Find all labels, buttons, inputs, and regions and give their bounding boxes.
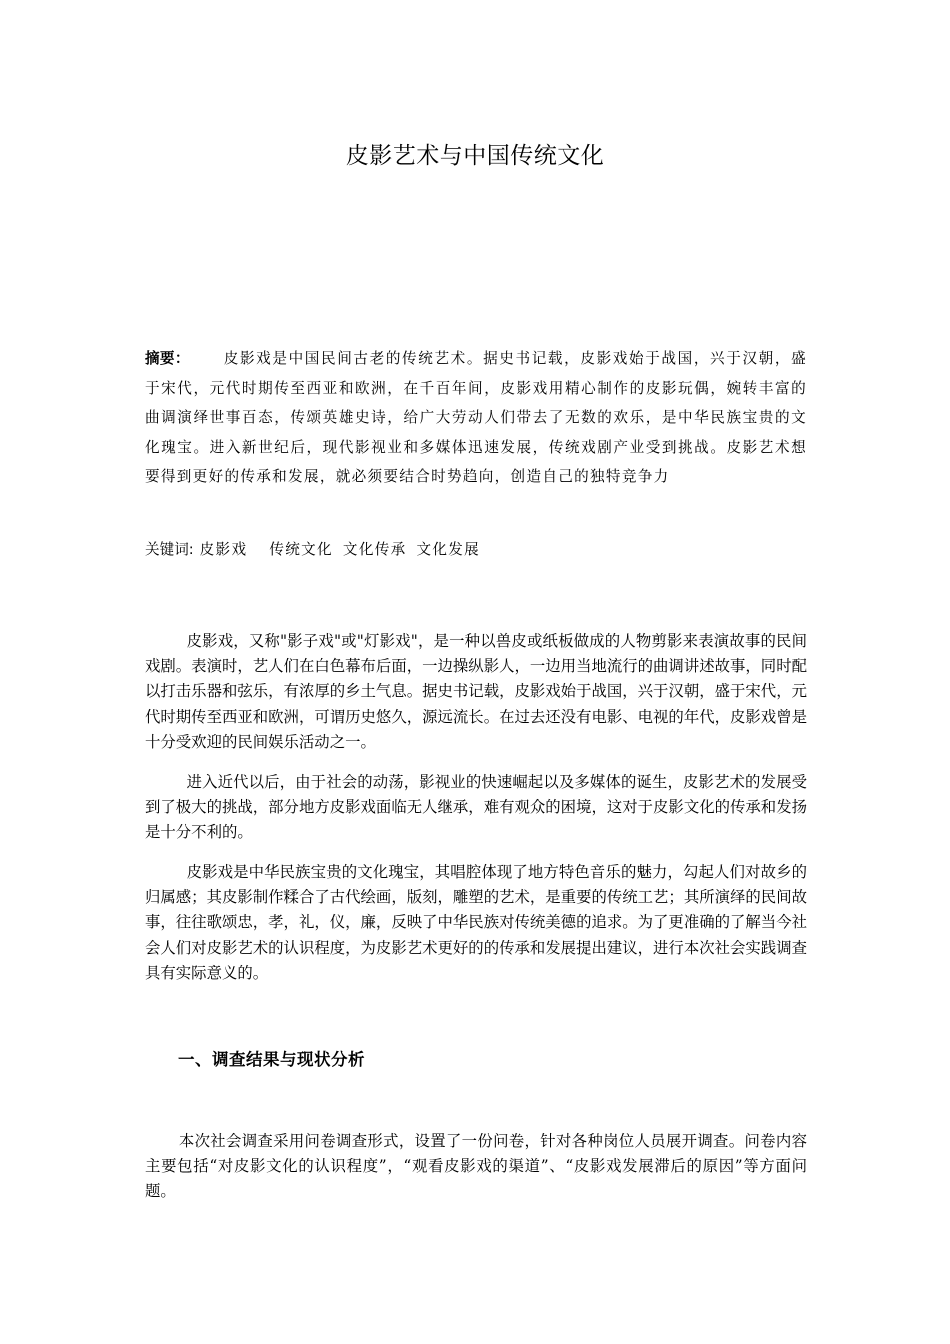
abstract-block — [145, 344, 807, 492]
section-paragraph: 本次社会调查采用问卷调查形式，设置了一份问卷，针对各种岗位人员展开调查。问卷内容主要包括“对皮影文化的认识程度”，“观看皮影戏的渠道”、“皮影戏发展滞后的原因”等方面问题。 — [145, 1132, 807, 1201]
keyword-item: 文化发展 — [416, 541, 481, 558]
keyword-item: 皮影戏 — [199, 541, 248, 558]
intro-paragraph-3: 皮影戏是中华民族宝贵的文化瑰宝，其唱腔体现了地方特色音乐的魅力，勾起人们对故乡的归属感；其皮影制作糅合了古代绘画，版刻，雕塑的艺术，是重要的传统工艺；其所演绎的民间故事，往往歌颂忠，孝，礼，仪，廉，反映了中华民族对传统美德的追求。为了更准确的了解当今社会人们对皮影艺术的认识程度，为皮影艺术更好的的传承和发展提出建议，进行本次社会实践调查具有实际意义的。 — [145, 863, 807, 982]
abstract-label: 摘要： — [145, 350, 190, 367]
intro-paragraph-1: 皮影戏，又称"影子戏"或"灯影戏"，是一种以兽皮或纸板做成的人物剪影来表演故事的民间戏剧。表演时，艺人们在白色幕布后面，一边操纵影人，一边用当地流行的曲调讲述故事，同时配以打击乐器和弦乐，有浓厚的乡土气息。据史书记载，皮影戏始于战国，兴于汉朝，盛于宋代，元代时期传至西亚和欧洲，可谓历史悠久，源远流长。在过去还没有电影、电视的年代，皮影戏曾是十分受欢迎的民间娱乐活动之一。 — [145, 632, 807, 751]
abstract-text: 皮影戏是中国民间古老的传统艺术。据史书记载，皮影戏始于战国，兴于汉朝，盛于宋代，元代时期传至西亚和欧洲，在千百年间，皮影戏用精心制作的皮影玩偶，婉转丰富的曲调演绎世事百态，传颂英雄史诗，给广大劳动人们带去了无数的欢乐，是中华民族宝贵的文化瑰宝。进入新世纪后，现代影视业和多媒体迅速发展，传统戏剧产业受到挑战。皮影艺术想要得到更好的传承和发展，就必须要结合时势趋向，创造自己的独特竞争力 — [145, 350, 807, 485]
keywords-label: 关键词: — [145, 541, 194, 558]
keyword-item: 传统文化 — [269, 541, 333, 558]
document-title: 皮影艺术与中国传统文化 — [345, 143, 605, 169]
intro-paragraph-2: 进入近代以后，由于社会的动荡，影视业的快速崛起以及多媒体的诞生，皮影艺术的发展受到了极大的挑战，部分地方皮影戏面临无人继承，难有观众的困境，这对于皮影文化的传承和发扬是十分不利的。 — [145, 773, 807, 842]
keywords-block — [145, 538, 807, 562]
section-heading: 一、调查结果与现状分析 — [178, 1050, 365, 1069]
keyword-item: 文化传承 — [342, 541, 407, 558]
